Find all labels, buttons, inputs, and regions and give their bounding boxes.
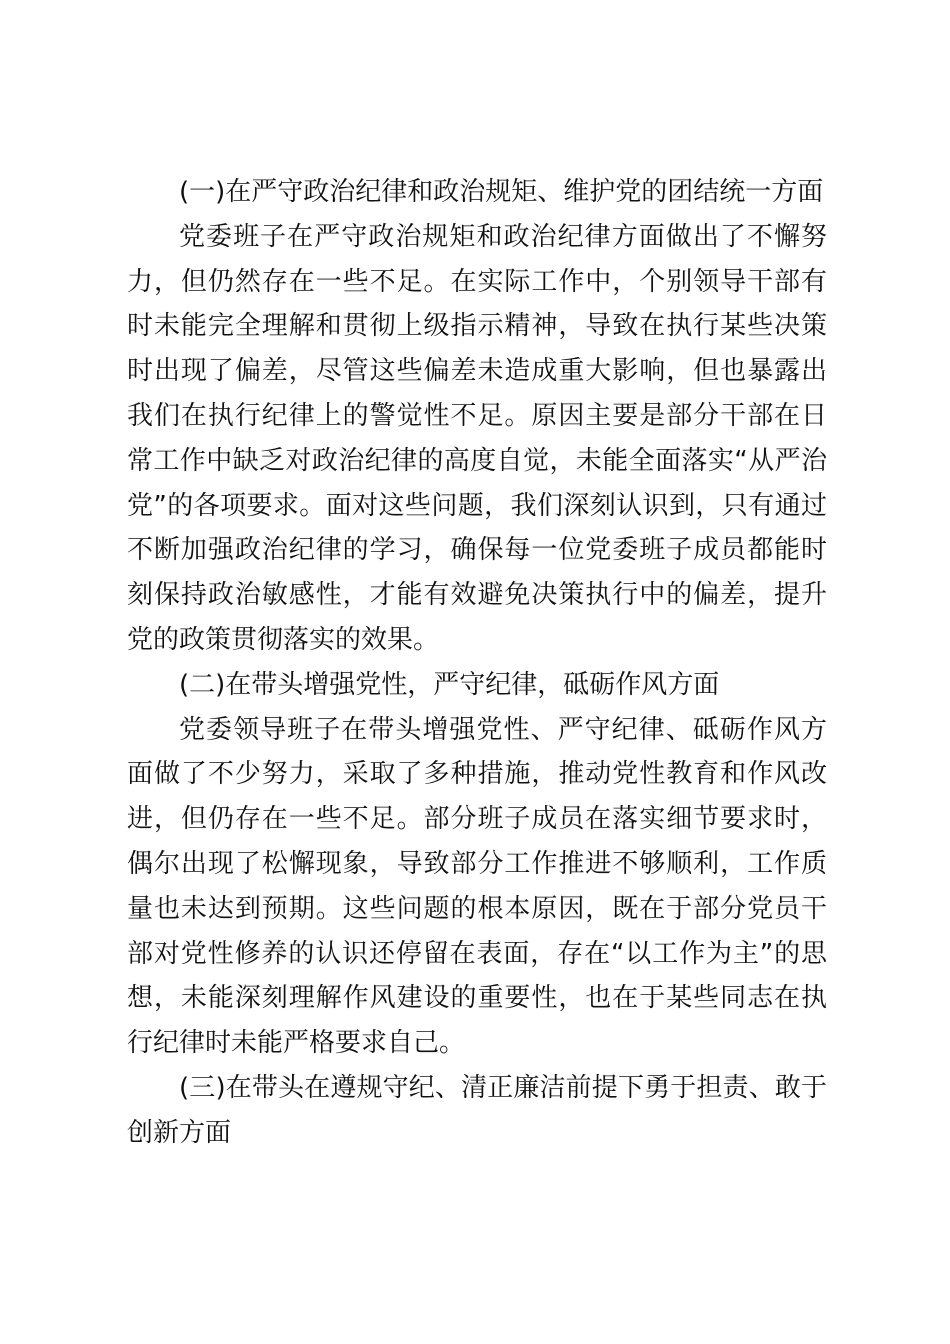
document-body <box>127 170 827 1156</box>
section-heading-2: (二)在带头增强党性，严守纪律，砥砺作风方面 <box>179 669 720 700</box>
section-paragraph-2: 党委领导班子在带头增强党性、严守纪律、砥砺作风方面做了不少努力，采取了多种措施，推动党性教育和作风改进，但仍存在一些不足。部分班子成员在落实细节要求时，偶尔出现了松懈现象，导致部分工作推进不够顺利，工作质量也未达到预期。这些问题的根本原因，既在于部分党员干部对党性修养的认识还停留在表面，存在“以工作为主”的思想，未能深刻理解作风建设的重要性，也在于某些同志在执行纪律时未能严格要求自己。 <box>127 714 827 1059</box>
section-heading-3: (三)在带头在遵规守纪、清正廉洁前提下勇于担责、敢于创新方面 <box>127 1072 827 1148</box>
section-heading-1: (一)在严守政治纪律和政治规矩、维护党的团结统一方面 <box>179 177 824 207</box>
section-paragraph-1: 党委班子在严守政治规矩和政治纪律方面做出了不懈努力，但仍然存在一些不足。在实际工作中，个别领导干部有时未能完全理解和贯彻上级指示精神，导致在执行某些决策时出现了偏差，尽管这些偏差未造成重大影响，但也暴露出我们在执行纪律上的警觉性不足。原因主要是部分干部在日常工作中缺乏对政治纪律的高度自觉，未能全面落实“从严治党”的各项要求。面对这些问题，我们深刻认识到，只有通过不断加强政治纪律的学习，确保每一位党委班子成员都能时刻保持政治敏感性，才能有效避免决策执行中的偏差，提升党的政策贯彻落实的效果。 <box>127 221 827 655</box>
